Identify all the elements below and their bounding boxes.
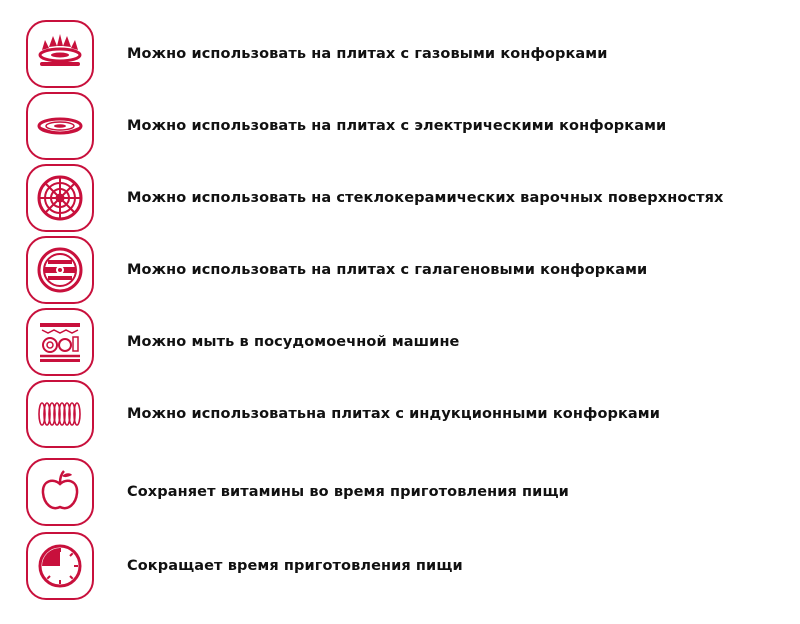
induction-coil-icon [26, 380, 94, 448]
gas-burner-icon [26, 20, 94, 88]
feature-row-vitamins [0, 458, 800, 530]
feature-label: Можно использоватьна плитах с индукционными конфорками [127, 406, 661, 422]
feature-label: Можно использовать на плитах с электрическими конфорками [127, 118, 667, 134]
electric-hotplate-icon [26, 92, 94, 160]
feature-row-halogen [0, 236, 800, 308]
glass-ceramic-hob-icon [26, 164, 94, 232]
dishwasher-icon [26, 308, 94, 376]
feature-row-time [0, 532, 800, 604]
apple-icon [26, 458, 94, 526]
feature-row-dishwasher [0, 308, 800, 380]
feature-row-induction [0, 380, 800, 452]
feature-row-glass-ceramic [0, 164, 800, 236]
feature-row-electric [0, 92, 800, 164]
halogen-hob-icon [26, 236, 94, 304]
feature-label: Можно мыть в посудомоечной машине [127, 334, 460, 350]
timer-icon [26, 532, 94, 600]
feature-label: Можно использовать на плитах с галагеновыми конфорками [127, 262, 648, 278]
feature-label: Сокращает время приготовления пищи [127, 558, 463, 574]
feature-label: Сохраняет витамины во время приготовления пищи [127, 484, 569, 500]
feature-row-gas [0, 20, 800, 92]
feature-label: Можно использовать на стеклокерамических варочных поверхностях [127, 190, 724, 206]
feature-label: Можно использовать на плитах с газовыми конфорками [127, 46, 608, 62]
